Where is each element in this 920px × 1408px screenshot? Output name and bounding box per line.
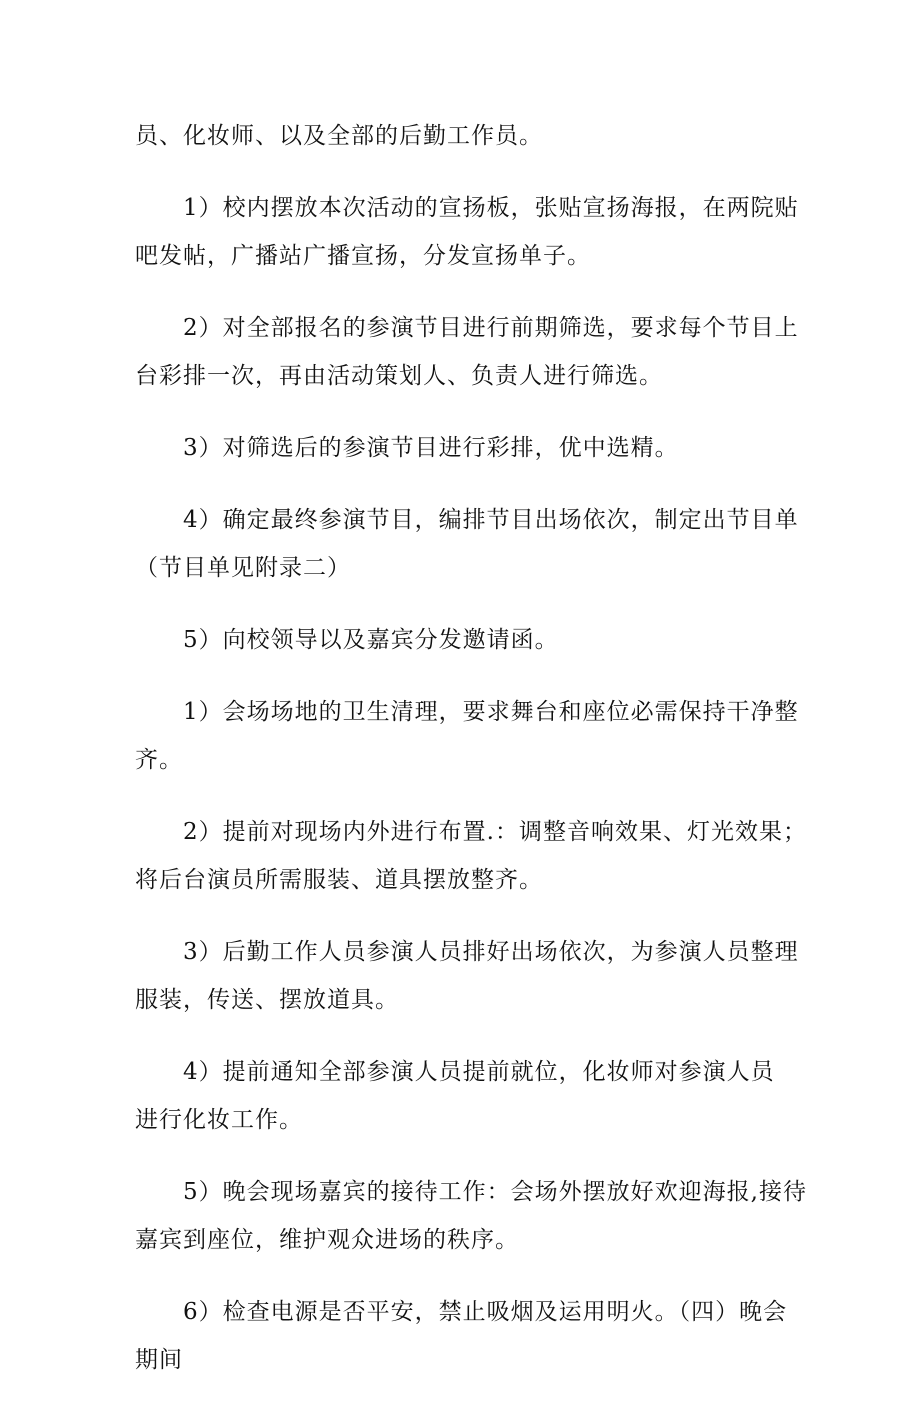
paragraph-line: 3）对筛选后的参演节目进行彩排，优中选精。 [183, 435, 679, 461]
document-paragraph [135, 928, 799, 1024]
document-paragraph [135, 112, 785, 160]
paragraph-line: 员、化妆师、以及全部的后勤工作员。 [135, 123, 543, 149]
paragraph-line: 5）晚会现场嘉宾的接待工作：会场外摆放好欢迎海报,接待 [183, 1179, 807, 1205]
paragraph-line: 6）检查电源是否平安，禁止吸烟及运用明火。（四）晚会 [183, 1299, 788, 1325]
paragraph-line: 期间 [135, 1347, 183, 1373]
document-paragraph [135, 808, 807, 904]
paragraph-line: 5）向校领导以及嘉宾分发邀请函。 [183, 627, 559, 653]
document-paragraph [135, 184, 799, 280]
document-paragraph [135, 616, 785, 664]
paragraph-line: 服装，传送、摆放道具。 [135, 987, 399, 1013]
document-paragraph [135, 424, 785, 472]
paragraph-line: （节目单见附录二） [135, 555, 351, 581]
paragraph-line: 4）提前通知全部参演人员提前就位，化妆师对参演人员 [183, 1059, 775, 1085]
paragraph-line: 将后台演员所需服装、道具摆放整齐。 [135, 867, 543, 893]
document-body [135, 112, 807, 1408]
document-paragraph [135, 1048, 785, 1144]
document-paragraph [135, 1288, 788, 1384]
paragraph-line: 1）校内摆放本次活动的宣扬板，张贴宣扬海报，在两院贴 [183, 195, 799, 221]
paragraph-line: 4）确定最终参演节目，编排节目出场依次，制定出节目单 [183, 507, 799, 533]
paragraph-line: 2）提前对现场内外进行布置.：调整音响效果、灯光效果； [183, 819, 807, 845]
paragraph-line: 3）后勤工作人员参演人员排好出场依次，为参演人员整理 [183, 939, 799, 965]
paragraph-line: 1）会场场地的卫生清理，要求舞台和座位必需保持干净整 [183, 699, 799, 725]
paragraph-line: 进行化妆工作。 [135, 1107, 303, 1133]
document-paragraph [135, 688, 799, 784]
document-paragraph [135, 496, 799, 592]
paragraph-line: 2）对全部报名的参演节目进行前期筛选，要求每个节目上 [183, 315, 799, 341]
paragraph-line: 台彩排一次，再由活动策划人、负责人进行筛选。 [135, 363, 663, 389]
document-paragraph [135, 1168, 807, 1264]
paragraph-line: 嘉宾到座位，维护观众进场的秩序。 [135, 1227, 519, 1253]
document-paragraph [135, 304, 799, 400]
paragraph-line: 齐。 [135, 747, 183, 773]
paragraph-line: 吧发帖，广播站广播宣扬，分发宣扬单子。 [135, 243, 591, 269]
